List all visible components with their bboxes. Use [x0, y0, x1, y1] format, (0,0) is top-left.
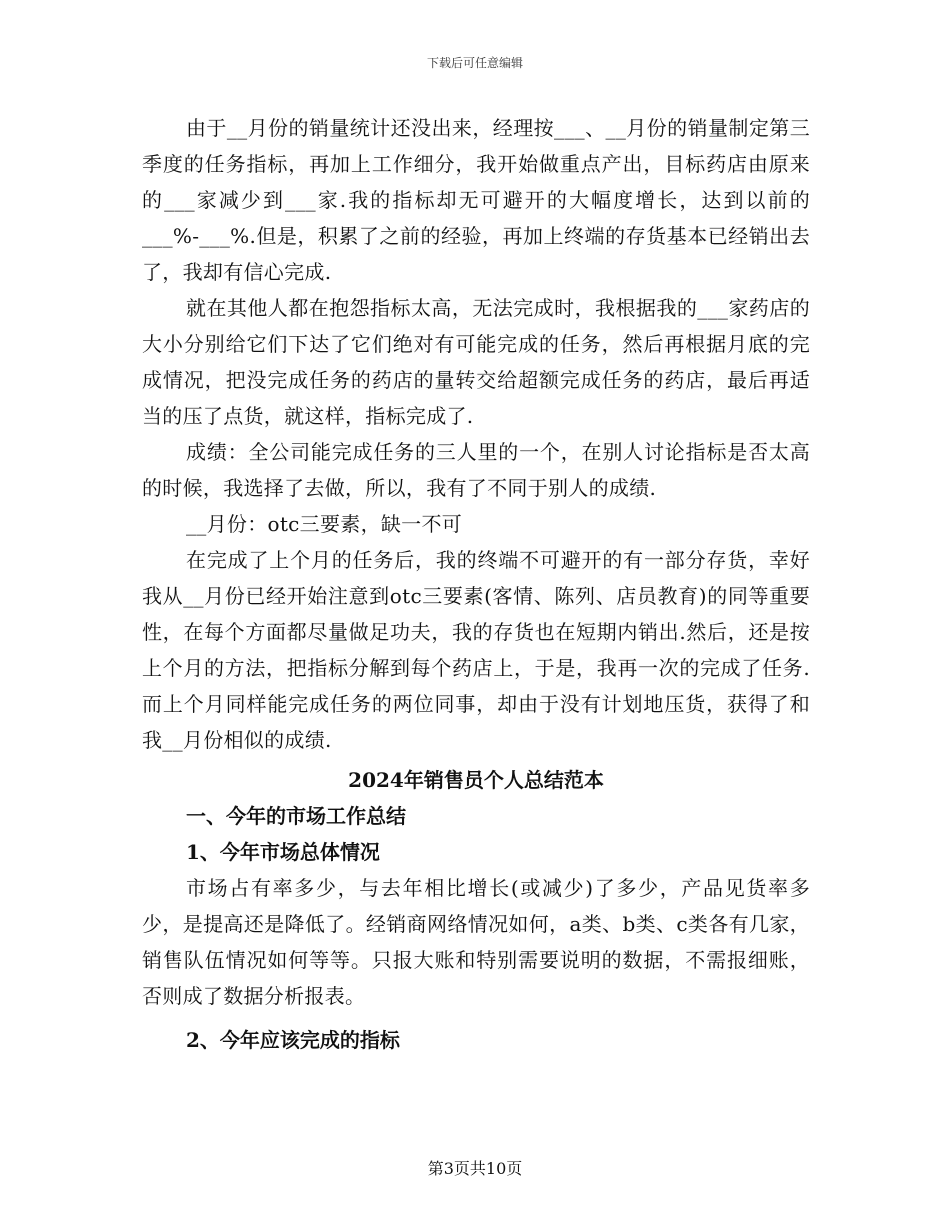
paragraph: 由于__月份的销量统计还没出来，经理按___、__月份的销量制定第三季度的任务指标，再加上工作细分，我开始做重点产出，目标药店由原来的___家减少到___家.我的指标却无可避开的大幅度增长，达到以前的___%-___%.但是，积累了之前的经验，再加上终端的存货基本已经销出去了，我却有信心完成.: [142, 116, 810, 284]
document-title: 2024年销售员个人总结范本: [348, 768, 604, 792]
section-heading: 一、今年的市场工作总结: [186, 804, 406, 828]
paragraph: 在完成了上个月的任务后，我的终端不可避开的有一部分存货，幸好我从__月份已经开始注意到otc三要素(客情、陈列、店员教育)的同等重要性，在每个方面都尽量做足功夫，我的存货也在短期内销出.然后，还是按上个月的方法，把指标分解到每个药店上，于是，我再一次的完成了任务.而上个月同样能完成任务的两位同事，却由于没有计划地压货，获得了和我__月份相似的成绩.: [142, 548, 810, 752]
page-header: 下载后可任意编辑: [426, 56, 523, 70]
page-number: 第3页共10页: [427, 1159, 523, 1178]
paragraph: __月份：otc三要素，缺一不可: [186, 512, 463, 536]
paragraph: 成绩：全公司能完成任务的三人里的一个，在别人讨论指标是否太高的时候，我选择了去做，所以，我有了不同于别人的成绩.: [142, 440, 810, 500]
subsection-heading: 1、今年市场总体情况: [186, 840, 380, 864]
paragraph: 市场占有率多少，与去年相比增长(或减少)了多少，产品见货率多少，是提高还是降低了。经销商网络情况如何，a类、b类、c类各有几家，销售队伍情况如何等等。只报大账和特别需要说明的数据，不需报细账，否则成了数据分析报表。: [142, 876, 810, 1008]
document-body: [142, 110, 810, 1058]
paragraph: 就在其他人都在抱怨指标太高，无法完成时，我根据我的___家药店的大小分别给它们下达了它们绝对有可能完成的任务，然后再根据月底的完成情况，把没完成任务的药店的量转交给超额完成任务的药店，最后再适当的压了点货，就这样，指标完成了.: [142, 296, 810, 428]
subsection-heading: 2、今年应该完成的指标: [186, 1028, 400, 1052]
